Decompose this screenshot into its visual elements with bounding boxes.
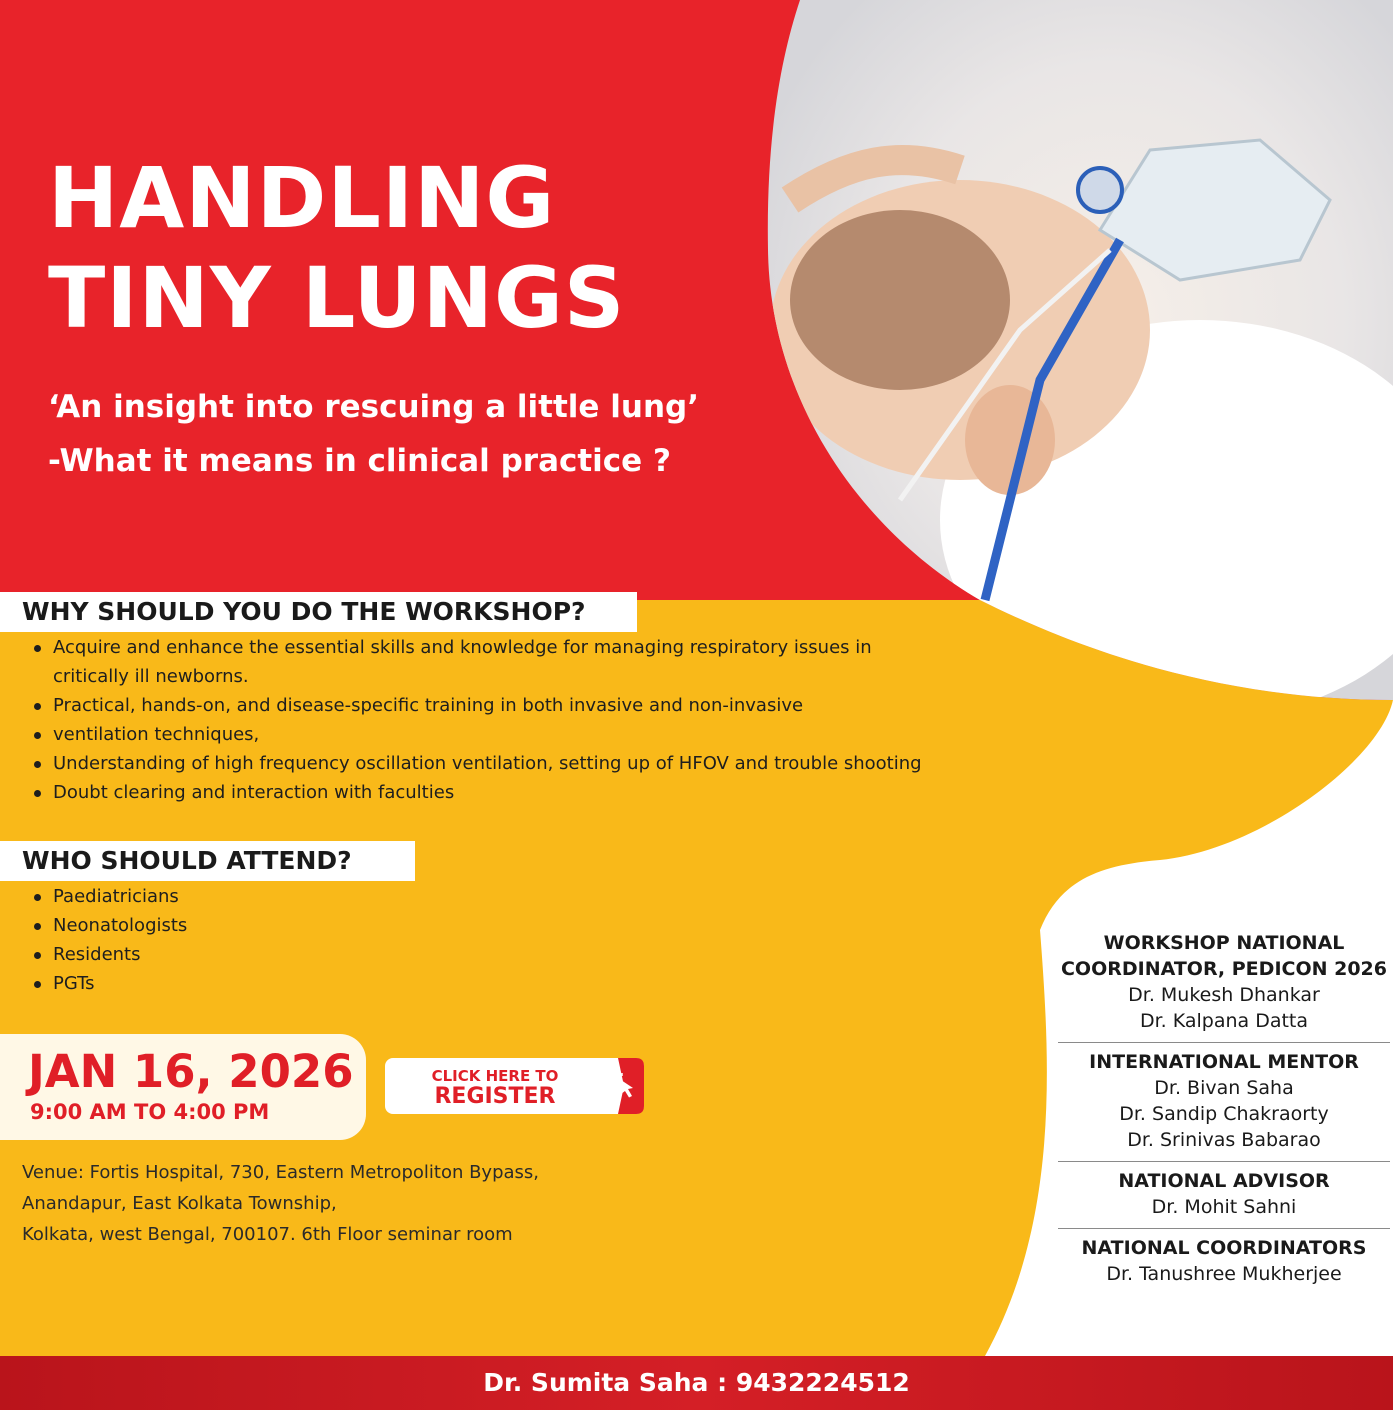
list-item: ventilation techniques,: [32, 720, 952, 749]
faculty-name: Dr. Bivan Saha: [1154, 1077, 1294, 1099]
venue-line-2: Anandapur, East Kolkata Township,: [22, 1193, 337, 1214]
register-line-1: CLICK HERE TO: [431, 1067, 559, 1085]
faculty-panel: [1040, 924, 1390, 1295]
mentor-block: [1058, 1043, 1390, 1162]
faculty-name: Dr. Kalpana Datta: [1139, 1010, 1309, 1032]
coordinators-title: NATIONAL COORDINATORS: [1081, 1237, 1367, 1259]
coordinator-block: [1058, 924, 1390, 1043]
faculty-name: Dr. Sandip Chakraorty: [1119, 1103, 1329, 1125]
cursor-click-icon: [604, 1058, 644, 1114]
faculty-name: Dr. Mohit Sahni: [1151, 1196, 1297, 1218]
event-title: [48, 148, 625, 348]
event-subtitle: [48, 380, 699, 488]
contact-text: Dr. Sumita Saha : 9432224512: [483, 1368, 910, 1397]
who-list: [32, 882, 187, 998]
list-item: PGTs: [32, 969, 187, 998]
advisor-title: NATIONAL ADVISOR: [1118, 1170, 1330, 1192]
list-item: Neonatologists: [32, 911, 187, 940]
coordinator-title-2: COORDINATOR, PEDICON 2026: [1060, 958, 1387, 980]
register-button[interactable]: [385, 1058, 644, 1114]
list-item: Acquire and enhance the essential skills and knowledge for managing respiratory issues in critically ill newborns.: [32, 633, 952, 691]
who-heading: WHO SHOULD ATTEND?: [0, 841, 415, 881]
mentor-title: INTERNATIONAL MENTOR: [1089, 1051, 1359, 1073]
list-item: Paediatricians: [32, 882, 187, 911]
faculty-name: Dr. Mukesh Dhankar: [1128, 984, 1320, 1006]
event-date: JAN 16, 2026: [28, 1045, 354, 1098]
venue-line-1: Venue: Fortis Hospital, 730, Eastern Metropoliton Bypass,: [22, 1162, 540, 1183]
list-item: Residents: [32, 940, 187, 969]
subtitle-line-1: ‘An insight into rescuing a little lung’: [48, 389, 699, 425]
register-line-2: REGISTER: [434, 1084, 556, 1109]
faculty-name: Dr. Tanushree Mukherjee: [1106, 1263, 1342, 1285]
coordinators-block: [1058, 1229, 1390, 1295]
title-line-1: HANDLING: [48, 149, 556, 247]
why-heading: WHY SHOULD YOU DO THE WORKSHOP?: [0, 592, 637, 632]
why-list: [32, 633, 952, 807]
list-item: Doubt clearing and interaction with faculties: [32, 778, 952, 807]
list-item: Understanding of high frequency oscillation ventilation, setting up of HFOV and trouble shooting: [32, 749, 952, 778]
venue-text: [22, 1157, 539, 1250]
event-time: 9:00 AM TO 4:00 PM: [30, 1100, 270, 1124]
subtitle-line-2: -What it means in clinical practice ?: [48, 443, 671, 479]
footer-bar: [0, 1356, 1393, 1410]
venue-line-3: Kolkata, west Bengal, 700107. 6th Floor seminar room: [22, 1224, 513, 1245]
title-line-2: TINY LUNGS: [48, 249, 626, 347]
list-item: Practical, hands-on, and disease-specific training in both invasive and non-invasive: [32, 691, 952, 720]
advisor-block: [1058, 1162, 1390, 1229]
coordinator-title-1: WORKSHOP NATIONAL: [1103, 932, 1345, 954]
faculty-name: Dr. Srinivas Babarao: [1127, 1129, 1321, 1151]
